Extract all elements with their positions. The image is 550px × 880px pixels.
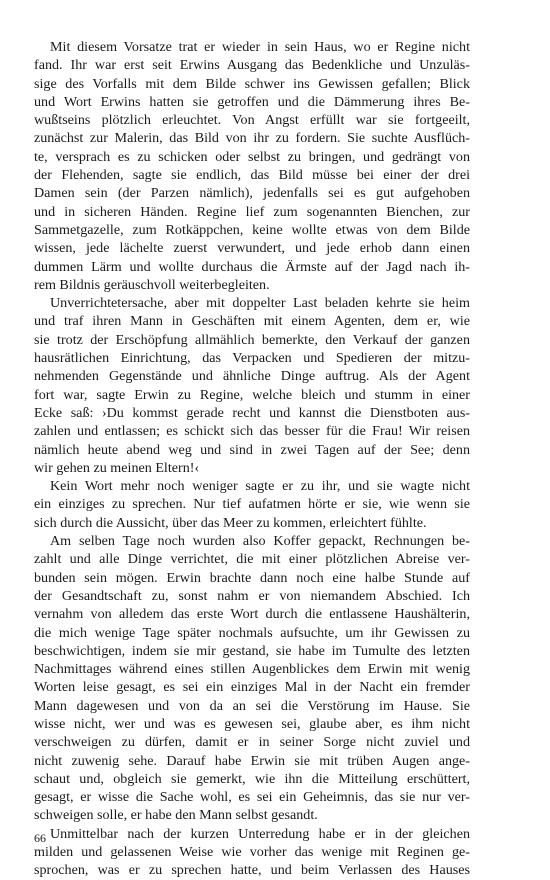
text-line: ein einziges zu sprechen. Nur tief aufatmen hörte er sie, wie wenn sie bbox=[34, 496, 470, 513]
text-line: schaut und, obgleich sie gemerkt, wie ihn die Mitteilung erschüttert, bbox=[34, 770, 470, 787]
page-number: 66 bbox=[34, 831, 46, 845]
text-line: und traf ihren Mann in Geschäften mit einem Agenten, dem er, wie bbox=[34, 313, 470, 330]
text-line: rem Bildnis geräuschvoll weiterbegleiten. bbox=[34, 276, 270, 293]
body-text bbox=[34, 38, 470, 880]
text-line: zunächst zur Malerin, das Bild von ihr zu fordern. Sie suchte Ausflüch- bbox=[34, 130, 470, 147]
text-line: bunden sein mögen. Erwin brachte dann noch eine halbe Stunde auf bbox=[34, 569, 470, 586]
text-line: dummen Lärm und wollte durchaus die Ärmste auf der Jagd nach ih- bbox=[34, 258, 470, 275]
text-line: Worten leise gesagt, es sei ein einziges Mal in der Nacht ein fremder bbox=[34, 679, 470, 696]
text-line: wir gehen zu meinen Eltern!‹ bbox=[34, 459, 200, 476]
text-line: und in sicheren Händen. Regine lief zum sogenannten Bienchen, zur bbox=[34, 203, 470, 220]
text-line: verschweigen zu dürfen, damit er in seiner Sorge nicht zuviel und bbox=[34, 734, 470, 751]
text-line: gesagt, er wisse die Sache wohl, es sei ein Geheimnis, das sie nur ver- bbox=[34, 789, 470, 806]
text-line: wußtseins plötzlich erleuchtet. Von Angst erfüllt war sie fortgeeilt, bbox=[34, 112, 470, 129]
text-line: milden und gelassenen Weise wie vorher das wenige mit Reginen ge- bbox=[34, 844, 470, 861]
text-line: Nachmittages während eines stillen Augenblickes dem Erwin mit wenig bbox=[34, 661, 470, 678]
text-line: Kein Wort mehr noch weniger sagte er zu ihr, und sie wagte nicht bbox=[50, 478, 470, 495]
text-line: Mann dagewesen und von da an sei die Verstörung im Hause. Sie bbox=[34, 697, 470, 714]
text-line: sprochen, was er zu sprechen hatte, und beim Verlassen des Hauses bbox=[34, 862, 470, 879]
text-line: sige des Vorfalls mit dem Bilde schwer ins Gewissen gefallen; Blick bbox=[34, 75, 470, 92]
text-line: Am selben Tage noch wurden also Koffer gepackt, Rechnungen be- bbox=[50, 533, 470, 550]
text-line: der Flehenden, sagte sie endlich, das Bild müsse bei einer der drei bbox=[34, 167, 470, 184]
text-line: wissen, jede lächelte zuerst verwundert, und jede erhob dann einen bbox=[34, 240, 470, 257]
text-line: Unmittelbar nach der kurzen Unterredung habe er in der gleichen bbox=[50, 825, 470, 842]
text-line: Mit diesem Vorsatze trat er wieder in sein Haus, wo er Regine nicht bbox=[50, 39, 470, 55]
text-line: wisse nicht, wer und was es gewesen sei, glaube aber, es ihm nicht bbox=[34, 715, 470, 732]
text-line: die mich wenige Tage später nochmals aufsuchte, um ihr Gewissen zu bbox=[34, 624, 470, 641]
text-line: fand. Ihr war erst seit Erwins Ausgang das Bedenkliche und Unzuläs- bbox=[34, 57, 470, 74]
text-line: zahlen und entlassen; es schickt sich das besser für die Frau! Wir reisen bbox=[34, 423, 470, 440]
text-line: schweigen solle, er habe den Mann selbst gesandt. bbox=[34, 807, 318, 824]
text-line: vernahm von alledem das erste Wort durch die entlassene Haushälterin, bbox=[34, 606, 470, 623]
text-line: sich durch die Aussicht, über das Meer zu kommen, erleichtert fühlte. bbox=[34, 514, 427, 531]
text-line: und Wort Erwins hatten sie getroffen und die Dämmerung ihres Be- bbox=[34, 93, 470, 110]
text-line: der Gesandtschaft zu, sonst nahm er von niemandem Abschied. Ich bbox=[34, 587, 470, 604]
text-line: Unverrichtetersache, aber mit doppelter Last beladen kehrte sie heim bbox=[50, 295, 470, 312]
text-line: nämlich heute abend weg und sind in zwei Tagen auf der See; denn bbox=[34, 441, 470, 458]
text-line: Sammetgazelle, zum Rotkäppchen, keine wollte etwas von dem Bilde bbox=[34, 221, 470, 238]
text-line: beschwichtigen, indem sie mir gestand, sie habe im Tumulte des letzten bbox=[34, 642, 470, 659]
text-line: sie trotz der Erschöpfung allmählich bemerkte, den Verkauf der ganzen bbox=[34, 331, 470, 348]
text-line: fort war, sagte Erwin zu Regine, welche bleich und stumm in einer bbox=[34, 386, 470, 403]
text-line: nicht zuwenig sehe. Darauf habe Erwin sie mit trüben Augen ange- bbox=[34, 752, 470, 769]
text-line: nehmenden Gegenstände und ähnliche Dinge auftrug. Als der Agent bbox=[34, 368, 470, 385]
text-line: zahlt und alle Dinge verrichtet, die mit einer plötzlichen Abreise ver- bbox=[34, 551, 470, 568]
text-line: te, versprach es zu schicken oder selbst zu bringen, und gedrängt von bbox=[34, 148, 470, 165]
text-line: Ecke saß: ›Du kommst gerade recht und kannst die Dienstboten aus- bbox=[34, 404, 470, 421]
text-line: hausrätlichen Einrichtung, das Verpacken und Spedieren der mitzu- bbox=[34, 350, 470, 367]
text-line: Damen sein (der Parzen nämlich), jedenfalls sei es gut aufgehoben bbox=[34, 185, 470, 202]
